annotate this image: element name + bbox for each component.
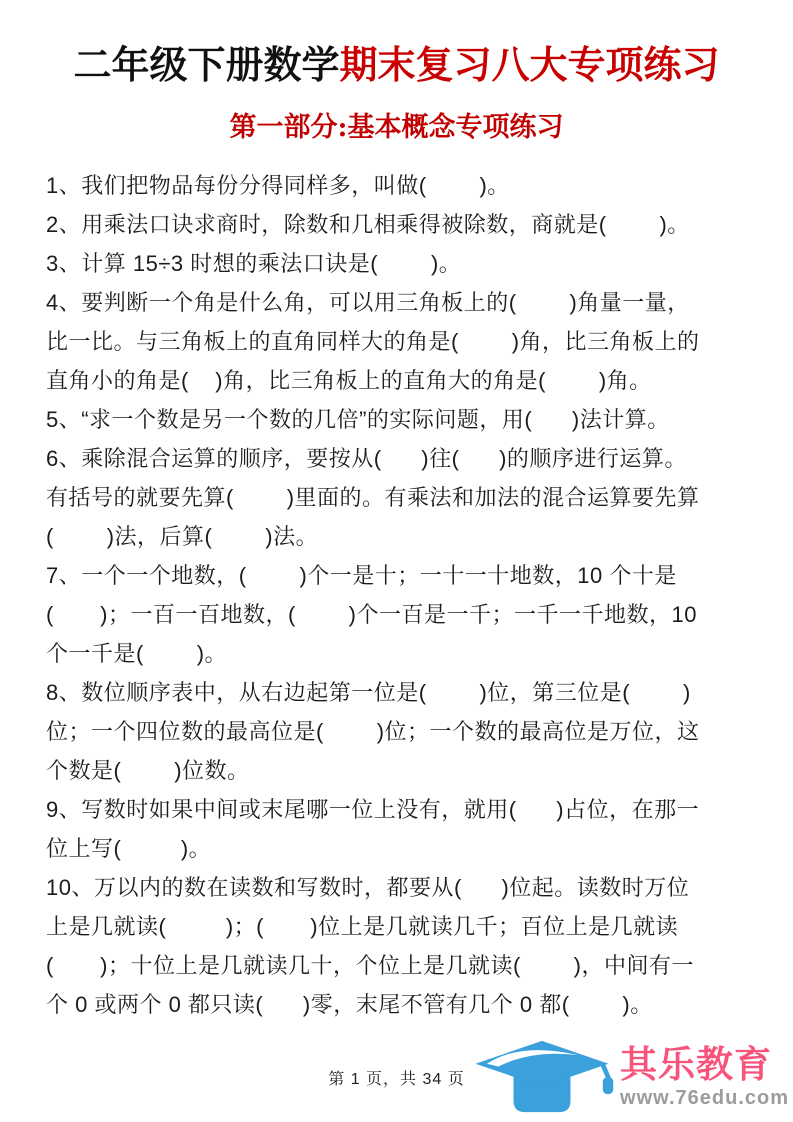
question-line: 9、写数时如果中间或末尾哪一位上没有，就用( )占位，在那一 <box>46 797 700 823</box>
question-line: 个 0 或两个 0 都只读( )零，末尾不管有几个 0 都( )。 <box>46 992 653 1018</box>
question-line: 1、我们把物品每份分得同样多，叫做( )。 <box>46 173 510 199</box>
question-paragraph <box>46 439 765 556</box>
question-line: 直角小的角是( )角，比三角板上的直角大的角是( )角。 <box>46 368 652 394</box>
question-paragraph <box>46 400 765 439</box>
brand-logo <box>466 1034 789 1120</box>
question-paragraph <box>46 673 765 790</box>
question-line: 7、一个一个地数，( )个一是十；一十一十地数，10 个十是 <box>46 563 677 589</box>
question-line: 上是几就读( )；( )位上是几就读几千；百位上是几就读 <box>46 914 679 940</box>
section-subtitle: 第一部分:基本概念专项练习 <box>229 112 564 144</box>
question-line: 2、用乘法口诀求商时，除数和几相乘得被除数，商就是( )。 <box>46 212 690 238</box>
question-line: 位；一个四位数的最高位是( )位；一个数的最高位是万位，这 <box>46 719 700 745</box>
question-paragraph <box>46 244 765 283</box>
brand-website: www.76edu.com <box>620 1086 789 1109</box>
question-line: 有括号的就要先算( )里面的。有乘法和加法的混合运算要先算 <box>46 485 700 511</box>
question-line: 个数是( )位数。 <box>46 758 250 784</box>
question-line: 比一比。与三角板上的直角同样大的角是( )角，比三角板上的 <box>46 329 700 355</box>
question-line: 3、计算 15÷3 时想的乘法口诀是( )。 <box>46 251 462 277</box>
question-line: 位上写( )。 <box>46 836 212 862</box>
brand-text-block <box>620 1044 789 1110</box>
questions-list <box>0 166 793 1024</box>
page-title <box>0 0 793 89</box>
question-line: 6、乘除混合运算的顺序，要按从( )往( )的顺序进行运算。 <box>46 446 687 472</box>
title-black-part: 二年级下册数学 <box>73 42 340 87</box>
question-line: 8、数位顺序表中，从右边起第一位是( )位，第三位是( ) <box>46 680 691 706</box>
question-line: ( )；一百一百地数，( )个一百是一千；一千一千地数，10 <box>46 602 697 628</box>
question-paragraph <box>46 556 765 673</box>
question-line: 个一千是( )。 <box>46 641 228 667</box>
footer-page-number: 第 1 页，共 34 页 <box>328 1071 465 1088</box>
question-paragraph <box>46 166 765 205</box>
question-paragraph <box>46 868 765 1024</box>
question-line: ( )；十位上是几就读几十，个位上是几就读( )，中间有一 <box>46 953 694 979</box>
question-line: 4、要判断一个角是什么角，可以用三角板上的( )角量一量， <box>46 290 690 316</box>
question-line: 10、万以内的数在读数和写数时，都要从( )位起。读数时万位 <box>46 875 690 901</box>
question-paragraph <box>46 283 765 400</box>
question-paragraph <box>46 205 765 244</box>
question-paragraph <box>46 790 765 868</box>
brand-name: 其乐教育 <box>620 1044 773 1086</box>
question-line: ( )法，后算( )法。 <box>46 524 319 550</box>
question-line: 5、“求一个数是另一个数的几倍”的实际问题，用( )法计算。 <box>46 407 670 433</box>
graduation-cap-icon <box>466 1034 618 1120</box>
title-red-part: 期末复习八大专项练习 <box>339 42 720 87</box>
